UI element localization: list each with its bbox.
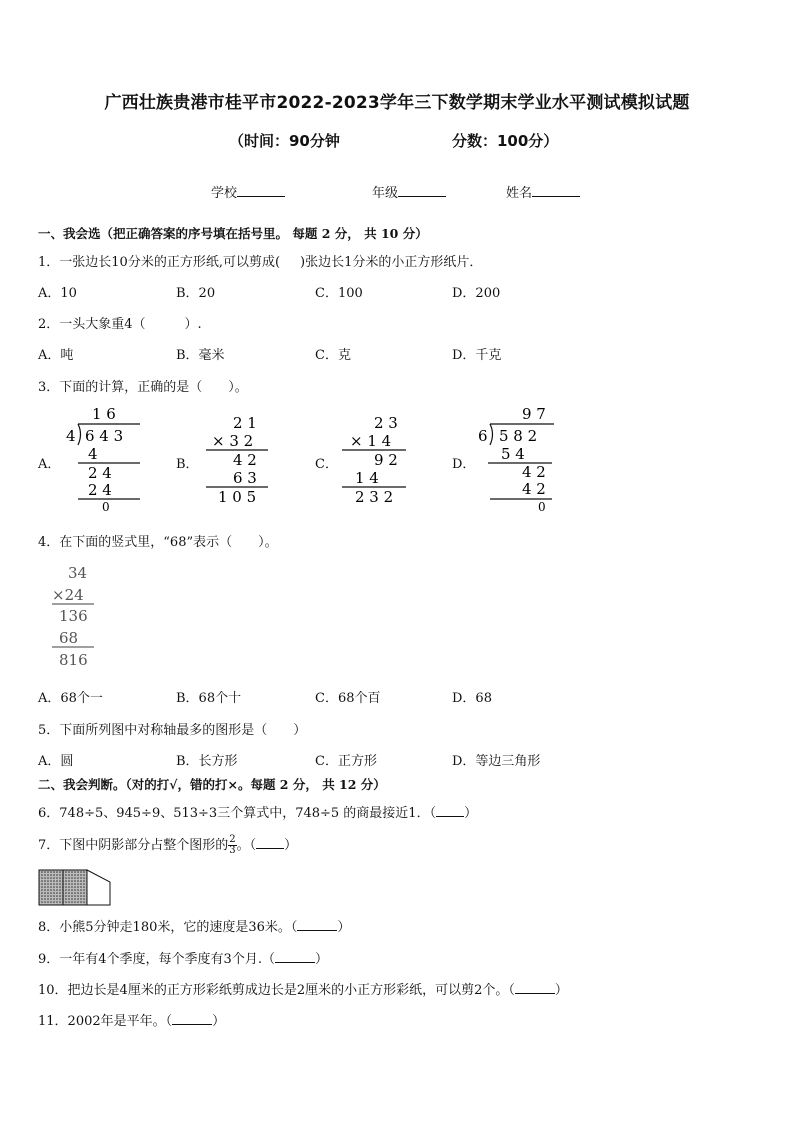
a-sub2: 2 4	[88, 481, 112, 499]
a-dividend: 6 4 3	[85, 427, 124, 445]
q7-answer-blank[interactable]	[256, 838, 284, 849]
c-partial2: 1 4	[355, 469, 379, 487]
q1-option-b[interactable]: B．20	[176, 286, 216, 301]
question-10: 10．把边长是4厘米的正方形彩纸剪成边长是2厘米的小正方形彩纸，可以剪2个。（ ）	[38, 983, 568, 998]
d-quotient: 9 7	[522, 405, 546, 423]
q4-option-a[interactable]: A．68个一	[38, 691, 103, 706]
question-7: 7．下图中阴影部分占整个图形的 $\frac{2}{3}$ 。（ ）	[38, 834, 298, 856]
d-sub1: 5 4	[501, 445, 525, 463]
c-mult: × 1 4	[350, 432, 392, 450]
exam-time: （时间：90分钟	[229, 132, 340, 150]
q1-option-a[interactable]: A．10	[38, 286, 77, 301]
question-4: 4．在下面的竖式里，“68”表示（ ）。	[38, 535, 278, 550]
q4-partial1: 136	[59, 607, 88, 625]
q3-option-a[interactable]: A．	[38, 457, 61, 472]
q2-option-c[interactable]: C．克	[315, 348, 351, 363]
section-1-heading: 一、我会选（把正确答案的序号填在括号里。 每题 2 分， 共 10 分）	[38, 226, 428, 241]
q2-option-a[interactable]: A．吨	[38, 348, 74, 363]
b-result: 1 0 5	[218, 488, 257, 506]
q10-answer-blank[interactable]	[515, 983, 555, 994]
q4-option-d[interactable]: D．68	[452, 691, 492, 706]
q4-mult: ×24	[52, 586, 84, 604]
grade-field[interactable]: 年级	[372, 182, 446, 201]
question-8: 8．小熊5分钟走180米，它的速度是36米。（ ）	[38, 920, 351, 935]
question-9: 9．一年有4个季度，每个季度有3个月.（ ）	[38, 952, 328, 967]
b-partial2: 6 3	[233, 469, 257, 487]
q3-option-b[interactable]: B．	[176, 457, 199, 472]
q6-answer-blank[interactable]	[436, 806, 464, 817]
q3-b-multiplication	[198, 412, 278, 507]
shaded-part-1	[39, 870, 63, 905]
q4-top: 34	[68, 564, 88, 582]
a-quotient: 1 6	[92, 405, 116, 423]
q3-d-division	[474, 403, 564, 515]
d-sub2: 4 2	[522, 480, 546, 498]
q9-answer-blank[interactable]	[275, 952, 315, 963]
q5-option-b[interactable]: B．长方形	[176, 754, 238, 769]
exam-score: 分数：100分）	[452, 132, 559, 150]
a-rem1: 2 4	[88, 464, 112, 482]
q1-option-d[interactable]: D．200	[452, 286, 501, 301]
fraction: $\frac{2}{3}$	[229, 834, 236, 856]
d-rem2: 0	[538, 500, 546, 514]
a-divisor: 4	[66, 427, 76, 445]
question-3: 3．下面的计算，正确的是（ ）。	[38, 380, 248, 395]
b-top: 2 1	[233, 414, 257, 432]
b-partial1: 4 2	[233, 451, 257, 469]
q1-option-c[interactable]: C．100	[315, 286, 363, 301]
a-sub1: 4	[88, 445, 98, 463]
unshaded-part	[87, 870, 110, 905]
question-6: 6．748÷5、945÷9、513÷3三个算式中，748÷5 的商最接近1．（ ）	[38, 806, 478, 821]
q2-option-b[interactable]: B．毫米	[176, 348, 225, 363]
question-5: 5．下面所列图中对称轴最多的图形是（ ）	[38, 723, 307, 738]
d-divisor: 6	[478, 427, 488, 445]
question-2: 2．一头大象重4（ ）.	[38, 317, 202, 332]
c-result: 2 3 2	[355, 488, 394, 506]
name-field[interactable]: 姓名	[506, 182, 580, 201]
q11-answer-blank[interactable]	[172, 1014, 212, 1025]
school-field[interactable]: 学校	[211, 182, 285, 201]
shaded-figure	[38, 868, 114, 908]
q4-option-b[interactable]: B．68个十	[176, 691, 242, 706]
q3-option-d[interactable]: D．	[452, 457, 476, 472]
q3-option-c[interactable]: C．	[315, 457, 338, 472]
q4-partial2: 68	[59, 629, 79, 647]
d-dividend: 5 8 2	[499, 427, 538, 445]
q3-c-multiplication	[336, 412, 416, 507]
q8-answer-blank[interactable]	[297, 920, 337, 931]
b-mult: × 3 2	[212, 432, 254, 450]
page-title: 广西壮族贵港市桂平市2022-2023学年三下数学期末学业水平测试模拟试题	[104, 93, 690, 113]
q4-calculation	[48, 562, 108, 672]
q5-option-a[interactable]: A．圆	[38, 754, 74, 769]
d-rem1: 4 2	[522, 463, 546, 481]
c-partial1: 9 2	[374, 451, 398, 469]
q5-option-c[interactable]: C．正方形	[315, 754, 377, 769]
q3-a-division	[62, 403, 152, 513]
shaded-part-2	[63, 870, 87, 905]
c-top: 2 3	[374, 414, 398, 432]
section-2-heading: 二、我会判断。（对的打√，错的打×。每题 2 分， 共 12 分）	[38, 777, 386, 792]
question-11: 11．2002年是平年。（ ）	[38, 1014, 226, 1029]
q2-option-d[interactable]: D．千克	[452, 348, 502, 363]
a-rem2: 0	[102, 500, 110, 513]
q5-option-d[interactable]: D．等边三角形	[452, 754, 541, 769]
question-1: 1．一张边长10分米的正方形纸,可以剪成( )张边长1分米的小正方形纸片．	[38, 255, 483, 270]
q4-result: 816	[59, 651, 88, 669]
q4-option-c[interactable]: C．68个百	[315, 691, 381, 706]
